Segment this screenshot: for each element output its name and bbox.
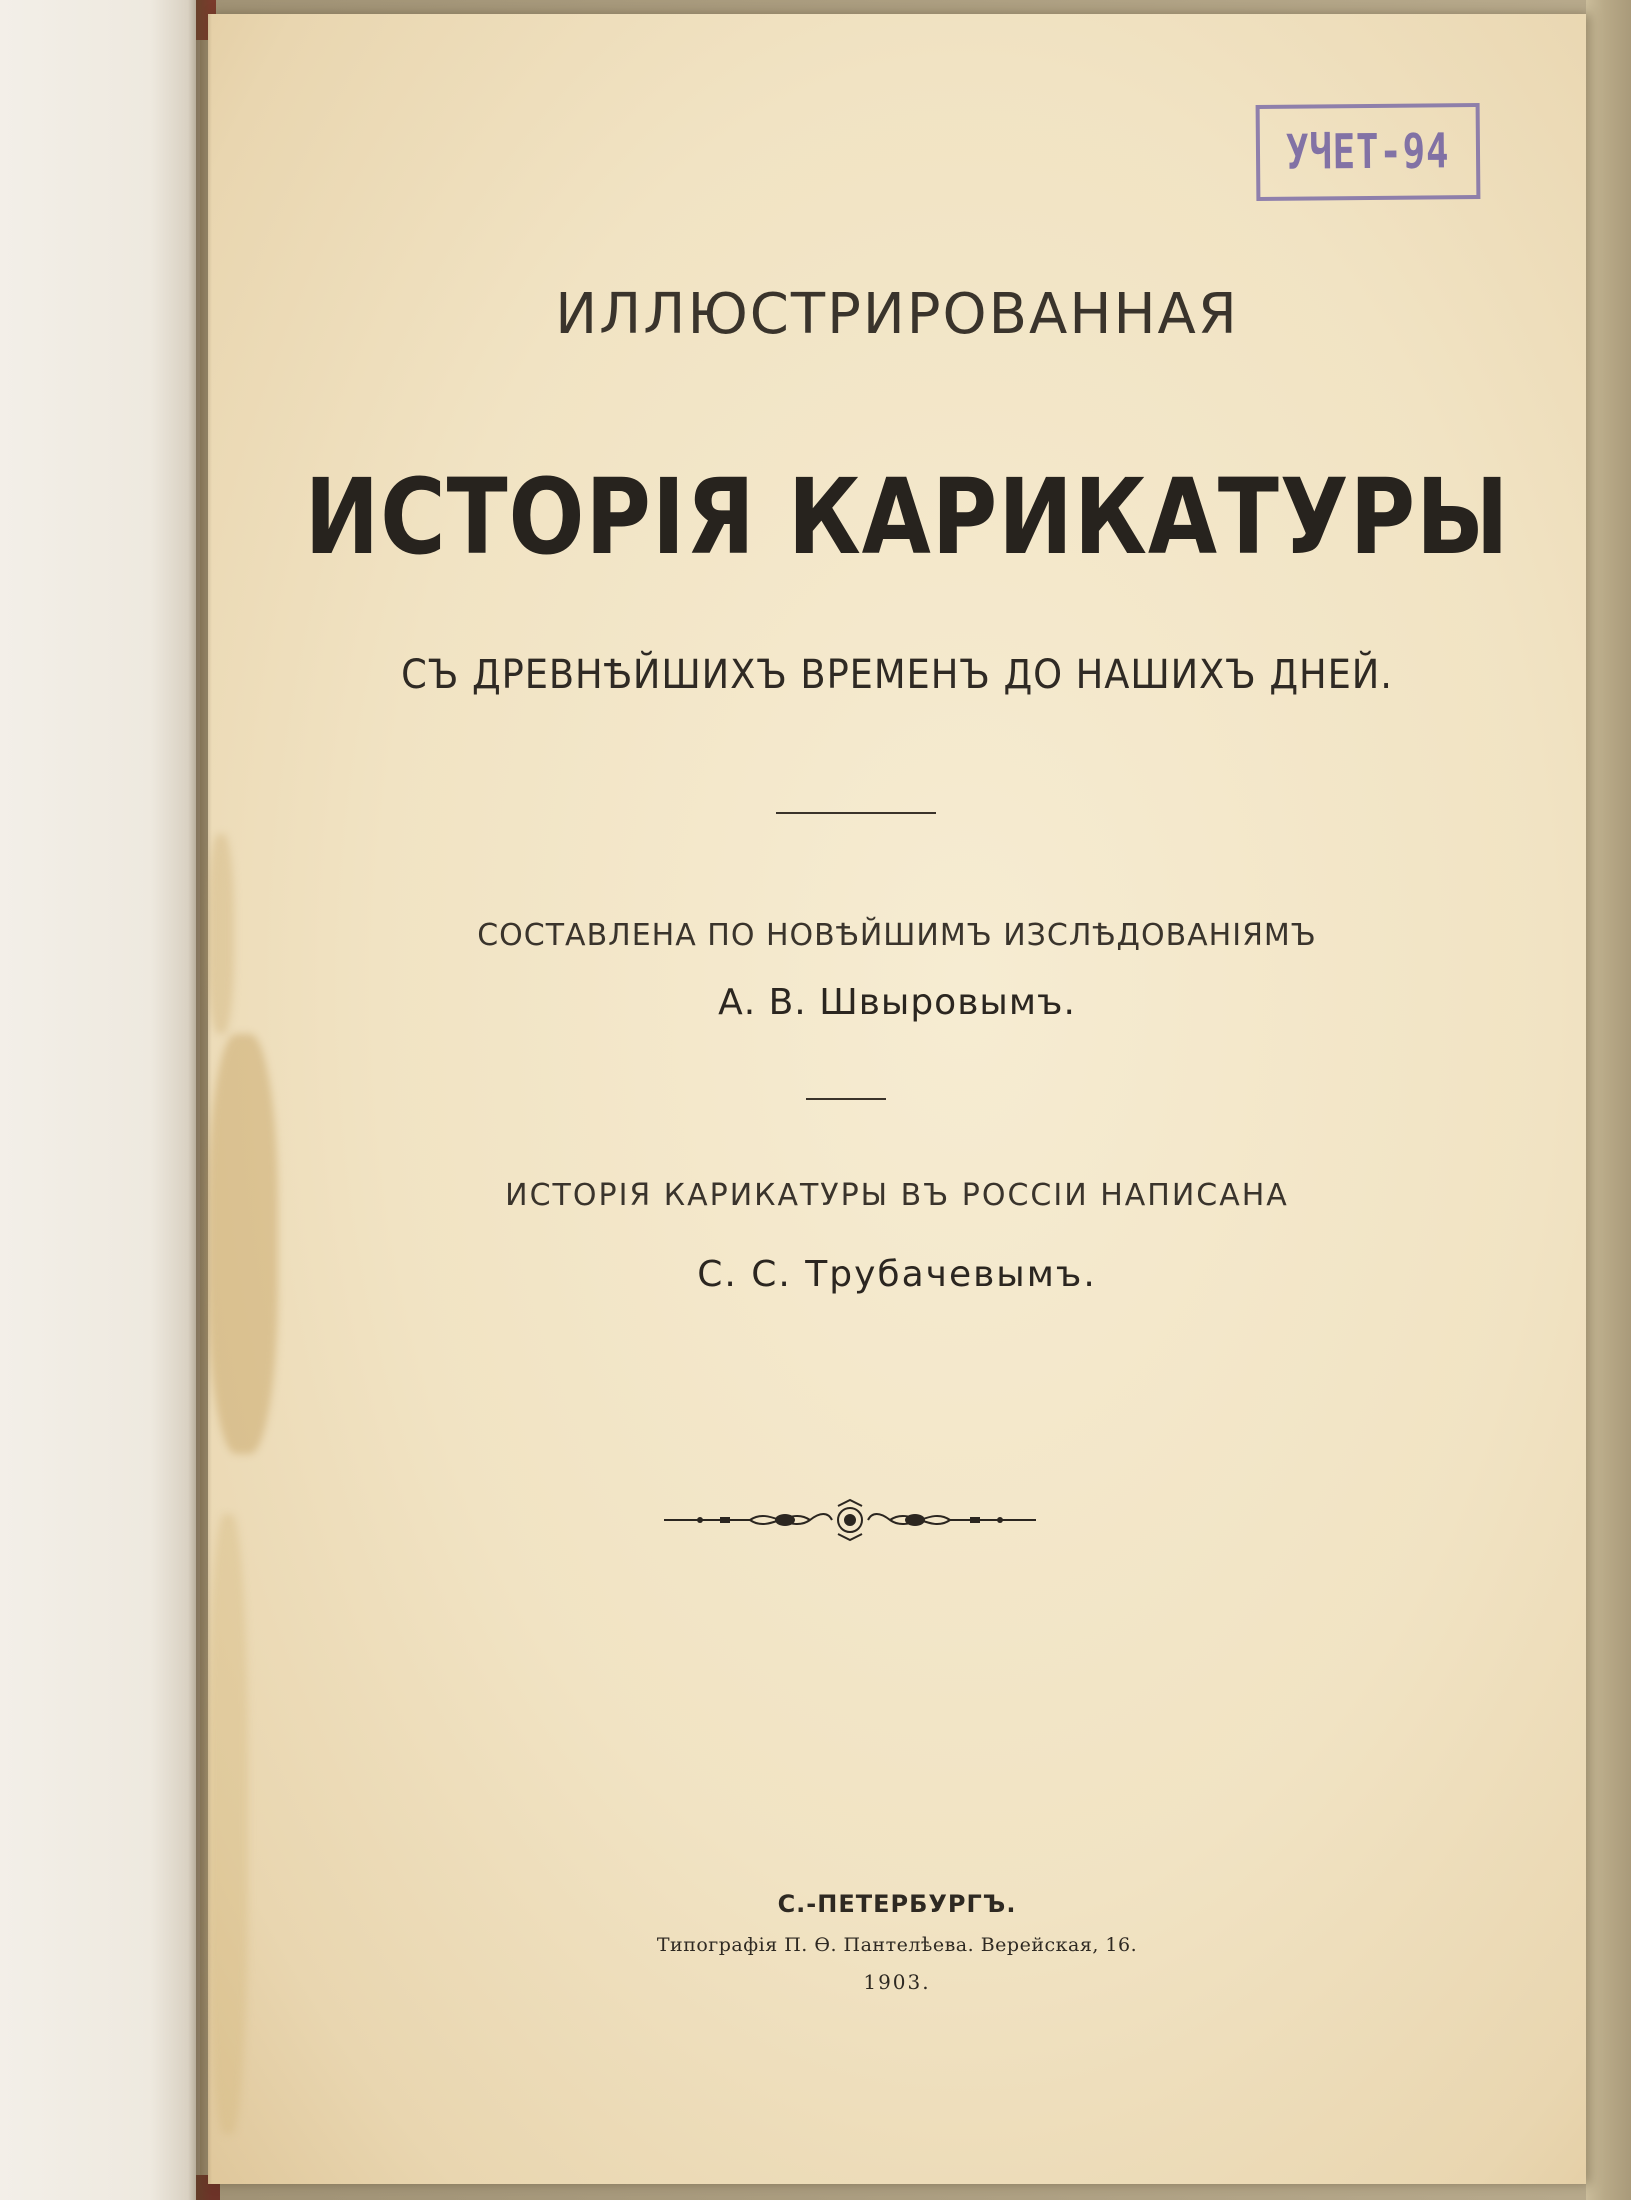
stamp-text: УЧЕТ-94 <box>1286 123 1450 181</box>
main-title: ИСТОРІЯ КАРИКАТУРЫ <box>304 456 1510 578</box>
author-name: А. В. Швыровымъ. <box>718 982 1076 1023</box>
russia-section-text: ИСТОРІЯ КАРИКАТУРЫ ВЪ РОССІИ НАПИСАНА <box>505 1178 1289 1213</box>
gutter-shadow <box>196 0 212 2200</box>
left-endpaper <box>0 0 200 2200</box>
compiled-by-text: СОСТАВЛЕНА ПО НОВѢЙШИМЪ ИЗСЛѢДОВАНІЯМЪ <box>477 918 1317 953</box>
inventory-stamp <box>1256 103 1481 201</box>
publication-year: 1903. <box>863 1970 931 1994</box>
water-stain <box>208 1514 248 2134</box>
printer-info: Типографія П. Ѳ. Пантелѣева. Верейская, 16. <box>656 1934 1138 1956</box>
publication-city: С.-ПЕТЕРБУРГЪ. <box>777 1890 1017 1918</box>
coauthor-name: С. С. Трубачевымъ. <box>697 1254 1097 1295</box>
right-cover-edge <box>1586 0 1631 2200</box>
ornament-icon <box>660 1498 1040 1542</box>
subtitle: СЪ ДРЕВНѢЙШИХЪ ВРЕМЕНЪ ДО НАШИХЪ ДНЕЙ. <box>401 652 1393 698</box>
title-line-illustrated: ИЛЛЮСТРИРОВАННАЯ <box>555 282 1239 347</box>
water-stain <box>208 1034 278 1454</box>
divider-rule <box>776 812 936 814</box>
title-page <box>208 14 1586 2184</box>
divider-rule-short <box>806 1098 886 1100</box>
